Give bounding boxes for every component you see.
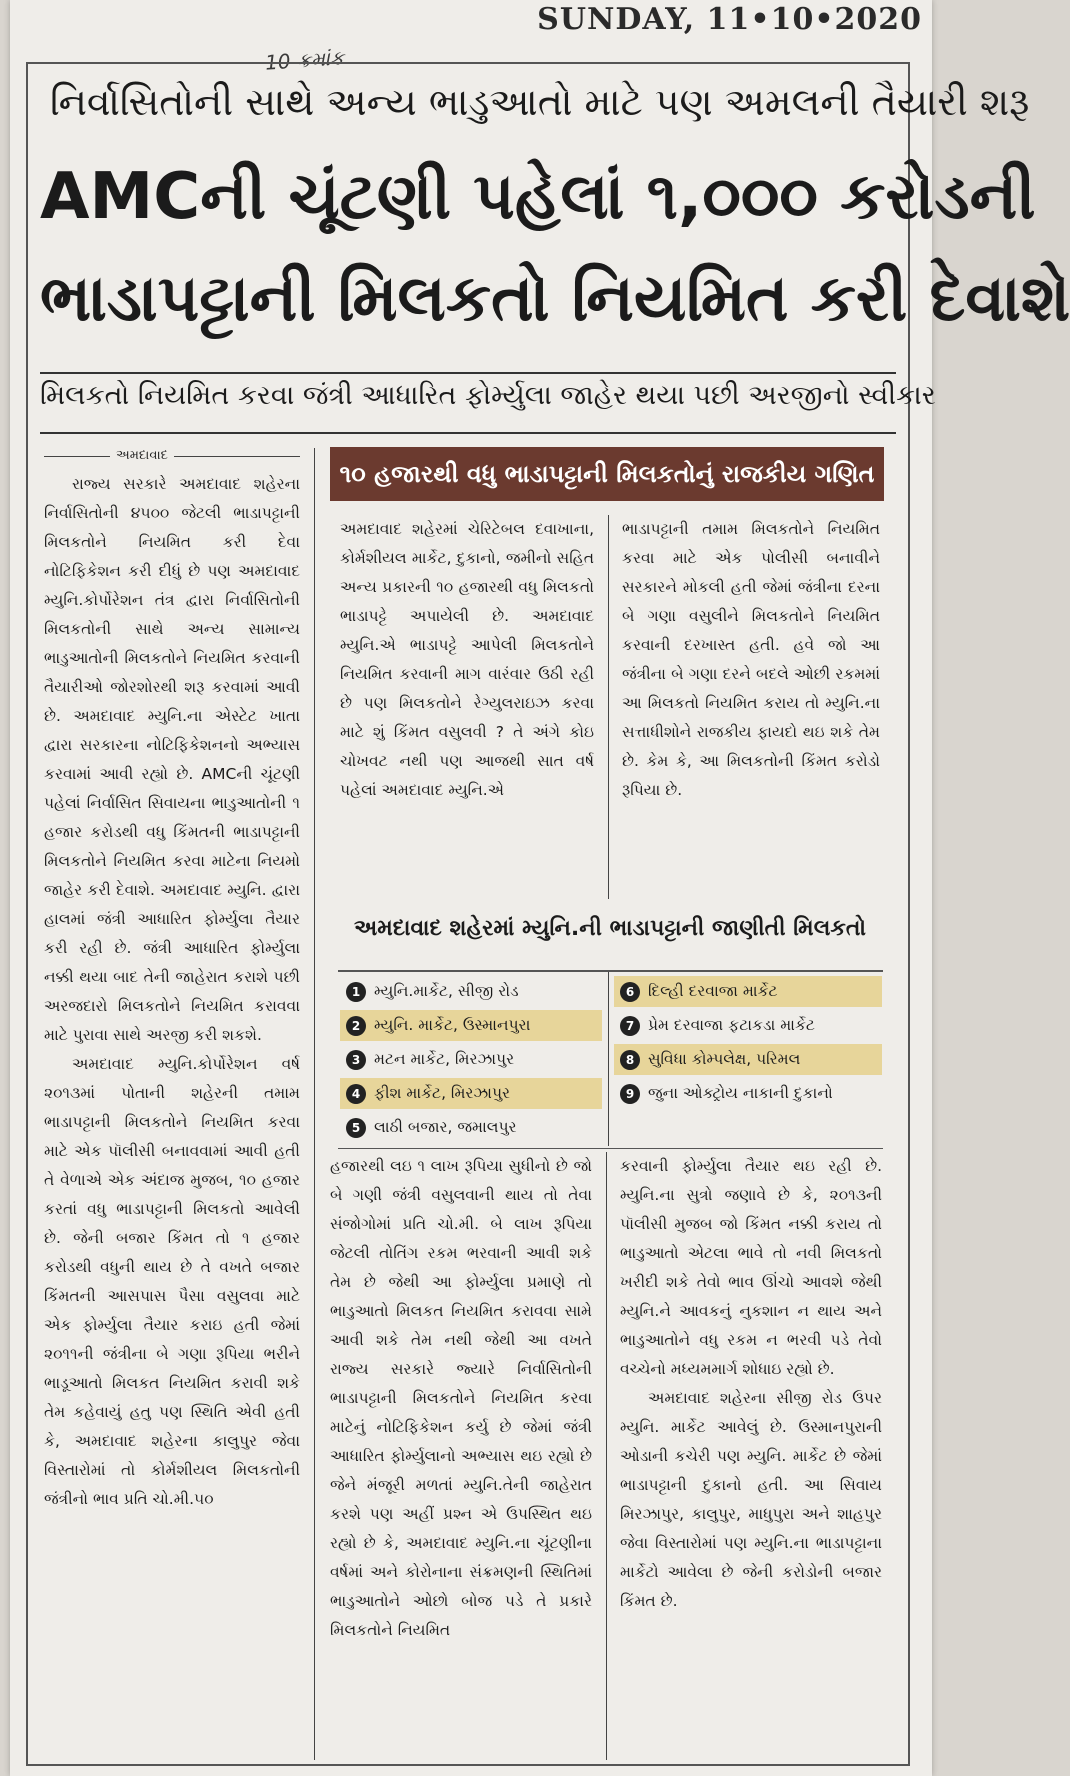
properties-list-divider xyxy=(608,972,609,1146)
property-label: સુવિધા કોમ્પલેક્ષ, પરિમલ xyxy=(648,1050,801,1068)
property-label: મટન માર્કેટ, મિરઝાપુર xyxy=(374,1050,515,1068)
column-3-paragraph-2: અમદાવાદ શહેરના સીજી રોડ ઉપર મ્યુનિ. માર્કેટ આવેલું છે. ઉસ્માનપુરાની ઓડાની કચેરી પણ મ્યુનિ. માર્કેટ છે જેમાં ભાડાપટ્ટાની દુકાનો હતી. આ સિવાય મિરઝાપુર, કાલુપુર, માધુપુરા અને શાહપુર જેવા વિસ્તારોમાં પણ મ્યુનિ.ના ભાડાપટ્ટાના માર્કેટો આવેલા છે જેની કરોડોની બજાર કિંમત છે. xyxy=(620,1389,882,1610)
property-label: મ્યુનિ.માર્કેટ, સીજી રોડ xyxy=(374,982,519,1000)
property-label: દિલ્હી દરવાજા માર્કેટ xyxy=(648,982,778,1000)
property-item xyxy=(340,1112,602,1143)
item-number-badge: 7 xyxy=(620,1016,640,1036)
property-item xyxy=(614,1078,882,1109)
property-label: પ્રેમ દરવાજા ફટાકડા માર્કેટ xyxy=(648,1016,815,1034)
sidebar-column-left: અમદાવાદ શહેરમાં ચેરિટેબલ દવાખાના, કોર્મશીયલ માર્કેટ, દુકાનો, જમીનો સહિત અન્ય પ્રકારની ૧૦ હજારથી વધુ મિલકતો ભાડાપટ્ટે અપાયેલી છે. અમદાવાદ મ્યુનિ.એ ભાડાપટ્ટે આપેલી મિલકતોને નિયમિત કરવાની માગ વારંવાર ઉઠી રહી છે પણ મિલકતોને રેગ્યુલરાઇઝ કરવા માટે શું કિંમત વસુલવી ? તે અંગે કોઇ ચોખવટ નથી પણ આજથી સાત વર્ષ પહેલાં અમદાવાદ મ્યુનિ.એ xyxy=(340,520,594,799)
item-number-badge: 8 xyxy=(620,1050,640,1070)
property-item xyxy=(340,1010,602,1041)
property-label: જુના ઓક્ટ્રોય નાકાની દુકાનો xyxy=(648,1084,833,1102)
column-divider-1 xyxy=(314,448,315,1760)
headline-line-2: ભાડાપટ્ટાની મિલકતો નિયમિત કરી દેવાશે xyxy=(40,262,1070,336)
properties-list-title: અમદાવાદ શહેરમાં મ્યુનિ.ની ભાડાપટ્ટાની જાણીતી મિલકતો xyxy=(354,916,866,941)
dateline-tag: અમદાવાદ xyxy=(110,448,174,463)
property-label: મ્યુનિ. માર્કેટ, ઉસ્માનપુરા xyxy=(374,1016,531,1034)
article-deck: મિલકતો નિયમિત કરવા જંત્રી આધારિત ફોર્મ્યુલા જાહેર થયા પછી અરજીનો સ્વીકાર xyxy=(40,380,936,411)
property-item xyxy=(340,1044,602,1075)
article-column-2: હજારથી લઇ ૧ લાખ રૂપિયા સુધીનો છે જો બે ગણી જંત્રી વસુલવાની થાય તો તેવા સંજોગોમાં પ્રતિ ચો.મી. બે લાખ રૂપિયા જેટલી તોતિંગ રકમ ભરવાની આવી શકે તેમ છે જેથી આ ફોર્મ્યુલા પ્રમાણે તો ભાડુઆતો મિલકત નિયમિત કરાવવા સામે આવી શકે તેમ નથી જેથી આ વખતે રાજ્ય સરકારે જ્યારે નિર્વાસિતોની ભાડાપટ્ટાની મિલકતોને નિયમિત કરવા માટેનું નોટિફિકેશન કર્યુ છે જેમાં જંત્રી આધારિત ફોર્મ્યુલાનો અભ્યાસ થઇ રહ્યો છે જેને મંજૂરી મળતાં મ્યુનિ.તેની જાહેરાત કરશે પણ અહીં પ્રશ્ન એ ઉપસ્થિત થઇ રહ્યો છે કે, અમદાવાદ મ્યુનિ.ના ચૂંટણીના વર્ષમાં અને કોરોનાના સંક્રમણની સ્થિતિમાં ભાડુઆતોને ઓછો બોજ પડે તે પ્રકારે મિલકતોને નિયમિત xyxy=(330,1157,592,1639)
item-number-badge: 2 xyxy=(346,1016,366,1036)
property-item xyxy=(614,1010,882,1041)
deck-top-rule xyxy=(40,372,896,374)
masthead-date: SUNDAY, 11•10•2020 xyxy=(537,2,922,37)
property-item xyxy=(614,1044,882,1075)
item-number-badge: 6 xyxy=(620,982,640,1002)
article-column-3 xyxy=(620,1152,882,1760)
sidebar-divider xyxy=(608,515,609,899)
headline-line-1: AMCની ચૂંટણી પહેલાં ૧,૦૦૦ કરોડની xyxy=(40,160,1036,234)
sidebar-column-right: ભાડાપટ્ટાની તમામ મિલકતોને નિયમિત કરવા માટે એક પોલીસી બનાવીને સરકારને મોકલી હતી જેમાં જંત્રીના દરના બે ગણા વસુલીને મિલકતોને નિયમિત કરવાની દરખાસ્ત હતી. હવે જો આ જંત્રીના બે ગણા દરને બદલે ઓછી રકમમાં આ મિલકતો નિયમિત કરાય તો મ્યુનિ.ના સત્તાધીશોને રાજકીય ફાયદો થઇ શકે તેમ છે. કેમ કે, આ મિલકતોની કિંમત કરોડો રૂપિયા છે. xyxy=(622,520,880,799)
item-number-badge: 3 xyxy=(346,1050,366,1070)
property-item xyxy=(340,1078,602,1109)
column-3-paragraph-1: કરવાની ફોર્મ્યુલા તૈયાર થઇ રહી છે. મ્યુનિ.ના સુત્રો જણાવે છે કે, ૨૦૧૩ની પૉલીસી મુજબ જો કિંમત નક્કી કરાય તો ભાડુઆતો એટલા ભાવે તો નવી મિલકતો ખરીદી શકે તેવો ભાવ ઊંચો આવશે જેથી મ્યુનિ.ને આવકનું નુકશાન ન થાય અને ભાડુઆતોને વધુ રકમ ન ભરવી પડે તેવો વચ્ચેનો મધ્યમમાર્ગ શોધાઇ રહ્યો છે. xyxy=(620,1157,882,1378)
property-label: લાઠી બજાર, જમાલપુર xyxy=(374,1118,517,1136)
handwritten-annotation: 10 ક્રમાંક xyxy=(264,45,345,75)
sidebar-title: ૧૦ હજારથી વધુ ભાડાપટ્ટાની મિલકતોનું રાજકીય ગણિત xyxy=(330,447,884,501)
item-number-badge: 9 xyxy=(620,1084,640,1104)
property-label: ફીશ માર્કેટ, મિરઝાપુર xyxy=(374,1084,511,1102)
article-column-1 xyxy=(44,470,300,1760)
item-number-badge: 4 xyxy=(346,1084,366,1104)
property-item xyxy=(340,976,602,1007)
article-kicker: નિર્વાસિતોની સાથે અન્ય ભાડુઆતો માટે પણ અમલની તૈયારી શરૂ xyxy=(50,80,1030,124)
properties-list-bottom-rule xyxy=(338,1148,883,1149)
item-number-badge: 1 xyxy=(346,982,366,1002)
column-1-paragraph-1: રાજ્ય સરકારે અમદાવાદ શહેરના નિર્વાસિતોની ૪૫૦૦ જેટલી ભાડાપટ્ટાની મિલકતોને નિયમિત કરી દેવા નોટિફિકેશન કરી દીધું છે પણ અમદાવાદ મ્યુનિ.કોર્પોરેશન તંત્ર દ્વારા નિર્વાસિતોની મિલકતોની સાથે અન્ય સામાન્ય ભાડુઆતોની મિલકતોને નિયમિત કરવાની તૈયારીઓ જોરશોરથી શરૂ કરવામાં આવી છે. અમદાવાદ મ્યુનિ.ના એસ્ટેટ ખાતા દ્વારા સરકારના નોટિફિકેશનનો અભ્યાસ કરવામાં આવી રહ્યો છે. AMCની ચૂંટણી પહેલાં નિર્વાસિત સિવાયના ભાડુઆતોની ૧ હજાર કરોડથી વધુ કિંમતની ભાડાપટ્ટાની મિલકતોને નિયમિત કરવા માટેના નિયમો જાહેર કરી દેવાશે. અમદાવાદ મ્યુનિ. દ્વારા હાલમાં જંત્રી આધારિત ફોર્મ્યુલા તૈયાર કરી રહી છે. જંત્રી આધારિત ફોર્મ્યુલા નક્કી થયા બાદ તેની જાહેરાત કરાશે પછી અરજદારો મિલકતોને નિયમિત કરાવવા માટે પુરાવા સાથે અરજી કરી શકશે. xyxy=(44,475,300,1044)
column-divider-2 xyxy=(606,1152,607,1760)
property-item xyxy=(614,976,882,1007)
deck-bottom-rule xyxy=(40,432,896,434)
column-1-paragraph-2: અમદાવાદ મ્યુનિ.કોર્પોરેશન વર્ષ ૨૦૧૩માં પોતાની શહેરની તમામ ભાડાપટ્ટાની મિલકતોને નિયમિત કરવા માટે એક પૉલીસી બનાવવામાં આવી હતી તે વેળાએ એક અંદાજ મુજબ, ૧૦ હજાર કરતાં વધુ ભાડાપટ્ટાની મિલકતો આવેલી છે. જેની બજાર કિંમત તો ૧ હજાર કરોડથી વધુની થાય છે તે વખતે બજાર કિંમતની આસપાસ પૈસા વસુલવા માટે એક ફોર્મ્યુલા તૈયાર કરાઇ હતી જેમાં ૨૦૧૧ની જંત્રીના બે ગણા રૂપિયા ભરીને ભાડૂઆતો મિલકત નિયમિત કરાવી શકે તેમ કહેવાયું હતુ પણ સ્થિતિ એવી હતી કે, અમદાવાદ શહેરના કાલુપુર જેવા વિસ્તારોમાં તો કોર્મશીયલ મિલકતોની જંત્રીનો ભાવ પ્રતિ ચો.મી.૫૦ xyxy=(44,1055,300,1508)
item-number-badge: 5 xyxy=(346,1118,366,1138)
